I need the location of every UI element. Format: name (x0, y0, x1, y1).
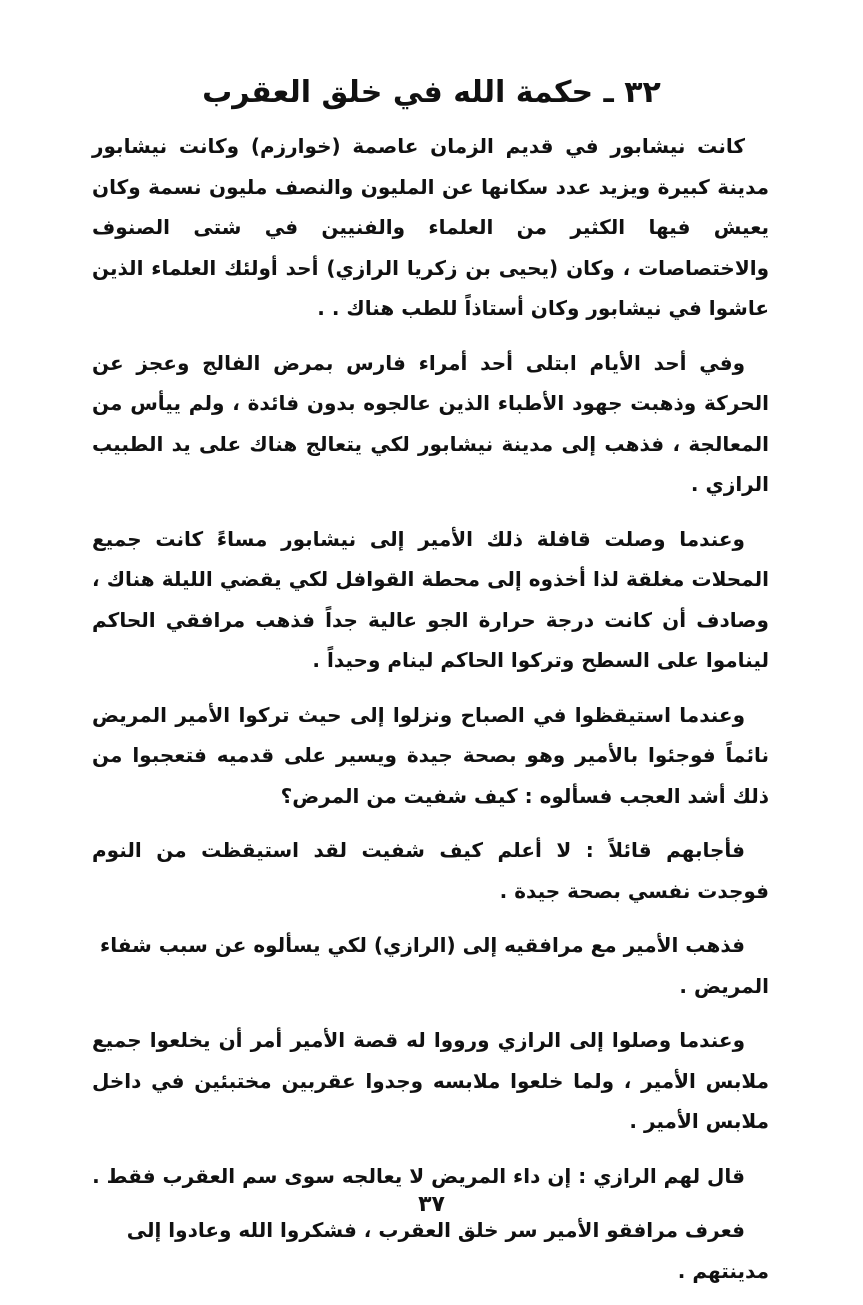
page-number: ٣٧ (418, 1192, 445, 1217)
chapter-body (92, 126, 769, 1305)
paragraph-6: فذهب الأمير مع مرافقيه إلى (الرازي) لكي يسألوه عن سبب شفاء المريض . (99, 933, 769, 998)
paragraph-8: قال لهم الرازي : إن داء المريض لا يعالجه سوى سم العقرب فقط . (92, 1163, 745, 1188)
paragraph-3: وعندما وصلت قافلة ذلك الأمير إلى نيشابور مساءً كانت جميع المحلات مغلقة لذا أخذوه إلى محطة القوافل لكي يقضي الليلة هناك ، وصادف أن كانت درجة حرارة الجو عالية جداً فذهب مرافقي الحاكم ليناموا على السطح وتركوا الحاكم لينام وحيداً . (92, 526, 769, 672)
paragraph-2: وفي أحد الأيام ابتلى أحد أمراء فارس بمرض الفالج وعجز عن الحركة وذهبت جهود الأطباء الذين عالجوه بدون فائدة ، ولم ييأس من المعالجة ، فذهب إلى مدينة نيشابور لكي يتعالج هناك على يد الطبيب الرازي . (92, 350, 769, 496)
paragraph-4: وعندما استيقظوا في الصباح ونزلوا إلى حيث تركوا الأمير المريض نائماً فوجئوا بالأمير وهو بصحة جيدة ويسير على قدميه فتعجبوا من ذلك أشد العجب فسألوه : كيف شفيت من المرض؟ (92, 702, 769, 808)
paragraph-1: كانت نيشابور في قديم الزمان عاصمة (خوارزم) وكانت نيشابور مدينة كبيرة ويزيد عدد سكانها عن المليون والنصف مليون نسمة وكان يعيش فيها الكثير من العلماء والفنيين في شتى الصنوف والاختصاصات ، وكان (يحيى بن زكريا الرازي) أحد أولئك العلماء الذين عاشوا في نيشابور وكان أستاذاً للطب هناك . . (92, 134, 769, 320)
chapter-title: ٣٢ ـ حكمة الله في خلق العقرب (202, 75, 661, 110)
paragraph-9: فعرف مرافقو الأمير سر خلق العقرب ، فشكروا الله وعادوا إلى مدينتهم . (126, 1218, 769, 1283)
paragraph-5: فأجابهم قائلاً : لا أعلم كيف شفيت لقد استيقظت من النوم فوجدت نفسي بصحة جيدة . (92, 838, 769, 903)
paragraph-7: وعندما وصلوا إلى الرازي ورووا له قصة الأمير أمر أن يخلعوا جميع ملابس الأمير ، ولما خلعوا ملابسه وجدوا عقربين مختبئين في داخل ملابس الأمير . (92, 1028, 769, 1133)
